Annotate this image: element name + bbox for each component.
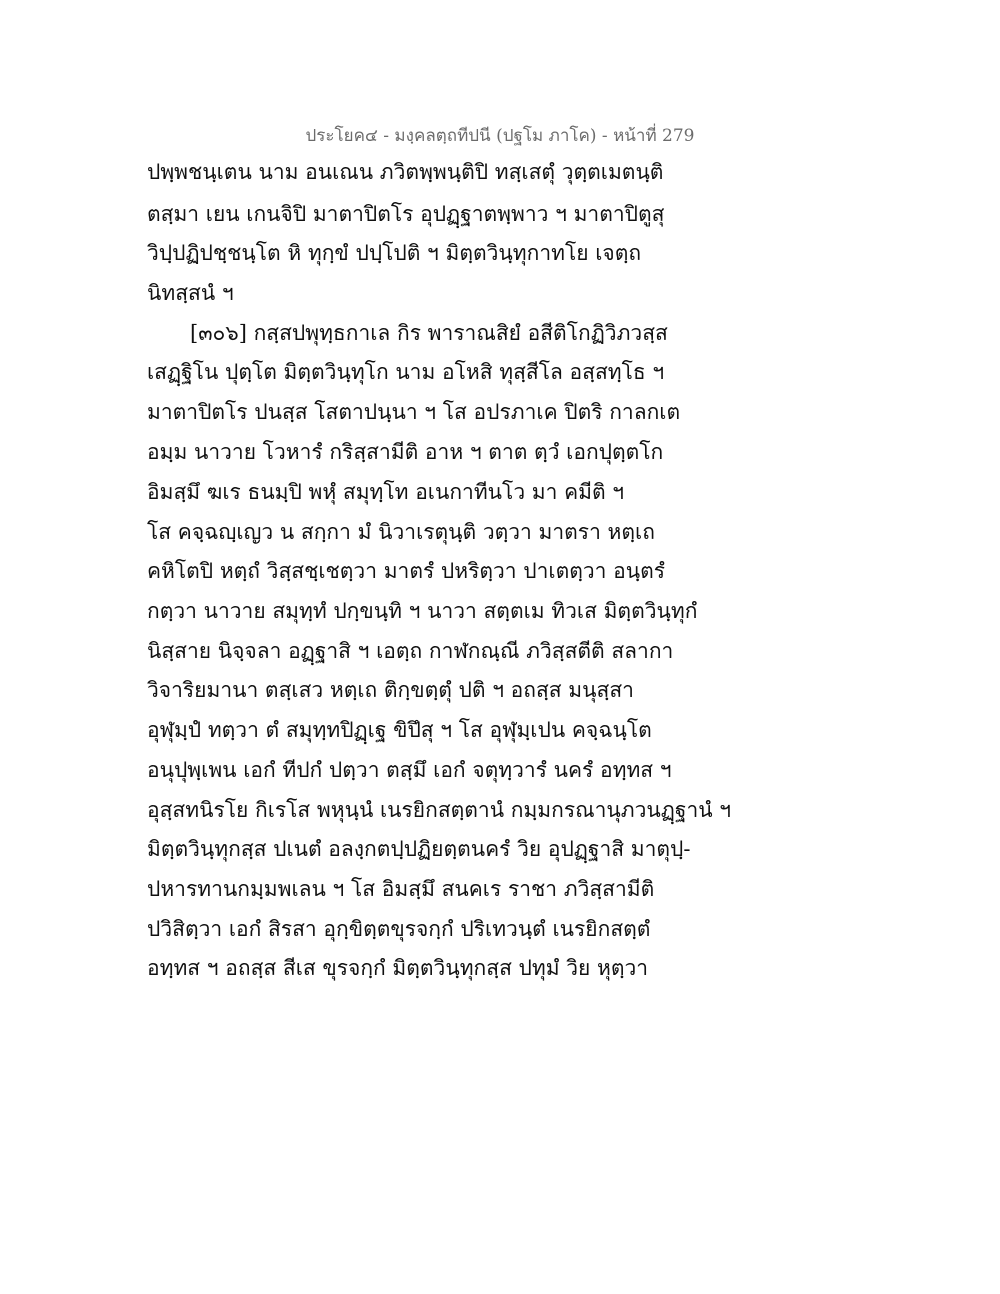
paragraph-start-line: [๓๐๖] กสฺสปพุทฺธกาเล กิร พาราณสิยํ อสีติโกฏิวิภวสฺส	[190, 321, 668, 345]
body-line: อิมสฺมึ ฆเร ธนมฺปิ พหุํ สมุทฺโท อเนกาทีนโว มา คมีติ ฯ	[147, 480, 625, 504]
body-line: กตฺวา นาวาย สมุทฺทํ ปกฺขนฺทิ ฯ นาวา สตฺตเม ทิวเส มิตฺตวินฺทุกํ	[147, 599, 698, 623]
body-line: มาตาปิตโร ปนสฺส โสตาปนฺนา ฯ โส อปรภาเค ปิตริ กาลกเต	[147, 400, 681, 424]
body-line: อนุปุพฺเพน เอกํ ทีปกํ ปตฺวา ตสฺมึ เอกํ จตุทฺวารํ นครํ อทฺทส ฯ	[147, 758, 672, 782]
body-line: ปหารทานกมฺมพเลน ฯ โส อิมสฺมึ สนคเร ราชา ภวิสฺสามีติ	[147, 877, 655, 901]
body-line: อมฺม นาวาย โวหารํ กริสฺสามีติ อาห ฯ ตาต ตฺวํ เอกปุตฺตโก	[147, 440, 664, 464]
body-line: ปวิสิตฺวา เอกํ สิรสา อุกฺขิตฺตขุรจกฺกํ ปริเทวนฺตํ เนรยิกสตฺตํ	[147, 917, 651, 941]
body-line: วิปฺปฏิปชฺชนฺโต หิ ทุกฺขํ ปปฺโปติ ฯ มิตฺตวินฺทุกาทโย เจตฺถ	[147, 241, 642, 265]
body-line: ปพฺพชนฺเตน นาม อนเณน ภวิตพฺพนฺติปิ ทสฺเสตุํ วุตฺตเมตนฺติ	[147, 160, 664, 184]
page-header: ประโยค๔ - มงฺคลตฺถทีปนี (ปฐโม ภาโค) - หน้าที่ 279	[305, 126, 695, 146]
body-line: อุสฺสทนิรโย กิเรโส พหุนฺนํ เนรยิกสตฺตานํ กมฺมกรณานุภวนฏฺฐานํ ฯ	[147, 798, 732, 822]
body-line: เสฏฺฐิโน ปุตฺโต มิตฺตวินฺทุโก นาม อโหสิ ทุสฺสีโล อสฺสทฺโธ ฯ	[147, 360, 665, 384]
body-line: นิทสฺสนํ ฯ	[147, 281, 234, 305]
body-line: มิตฺตวินฺทุกสฺส ปเนตํ อลงฺกตปฺปฏิยตฺตนครํ วิย อุปฏฺฐาสิ มาตุปฺ-	[147, 837, 691, 861]
body-line: โส คจฺฉญฺเญว น สกฺกา มํ นิวาเรตุนฺติ วตฺวา มาตรา หตฺเถ	[147, 520, 655, 544]
body-line: อทฺทส ฯ อถสฺส สีเส ขุรจกฺกํ มิตฺตวินฺทุกสฺส ปทุมํ วิย หุตฺวา	[147, 956, 649, 980]
body-line: อุฬุมฺปํ ทตฺวา ตํ สมุทฺทปิฏฺเฐ ขิปึสุ ฯ โส อุฬุมฺเปน คจฺฉนฺโต	[147, 718, 652, 742]
body-line: วิจาริยมานา ตสฺเสว หตฺเถ ติกฺขตฺตุํ ปติ ฯ อถสฺส มนุสฺสา	[147, 678, 634, 702]
body-line: นิสฺสาย นิจฺจลา อฏฺฐาสิ ฯ เอตฺถ กาฬกณฺณี ภวิสฺสตีติ สลากา	[147, 639, 674, 663]
body-line: ตสฺมา เยน เกนจิปิ มาตาปิตโร อุปฏฺฐาตพฺพาว ฯ มาตาปิตูสุ	[147, 202, 665, 226]
body-line: คหิโตปิ หตฺถํ วิสฺสชฺเชตฺวา มาตรํ ปหริตฺวา ปาเตตฺวา อนฺตรํ	[147, 559, 665, 583]
